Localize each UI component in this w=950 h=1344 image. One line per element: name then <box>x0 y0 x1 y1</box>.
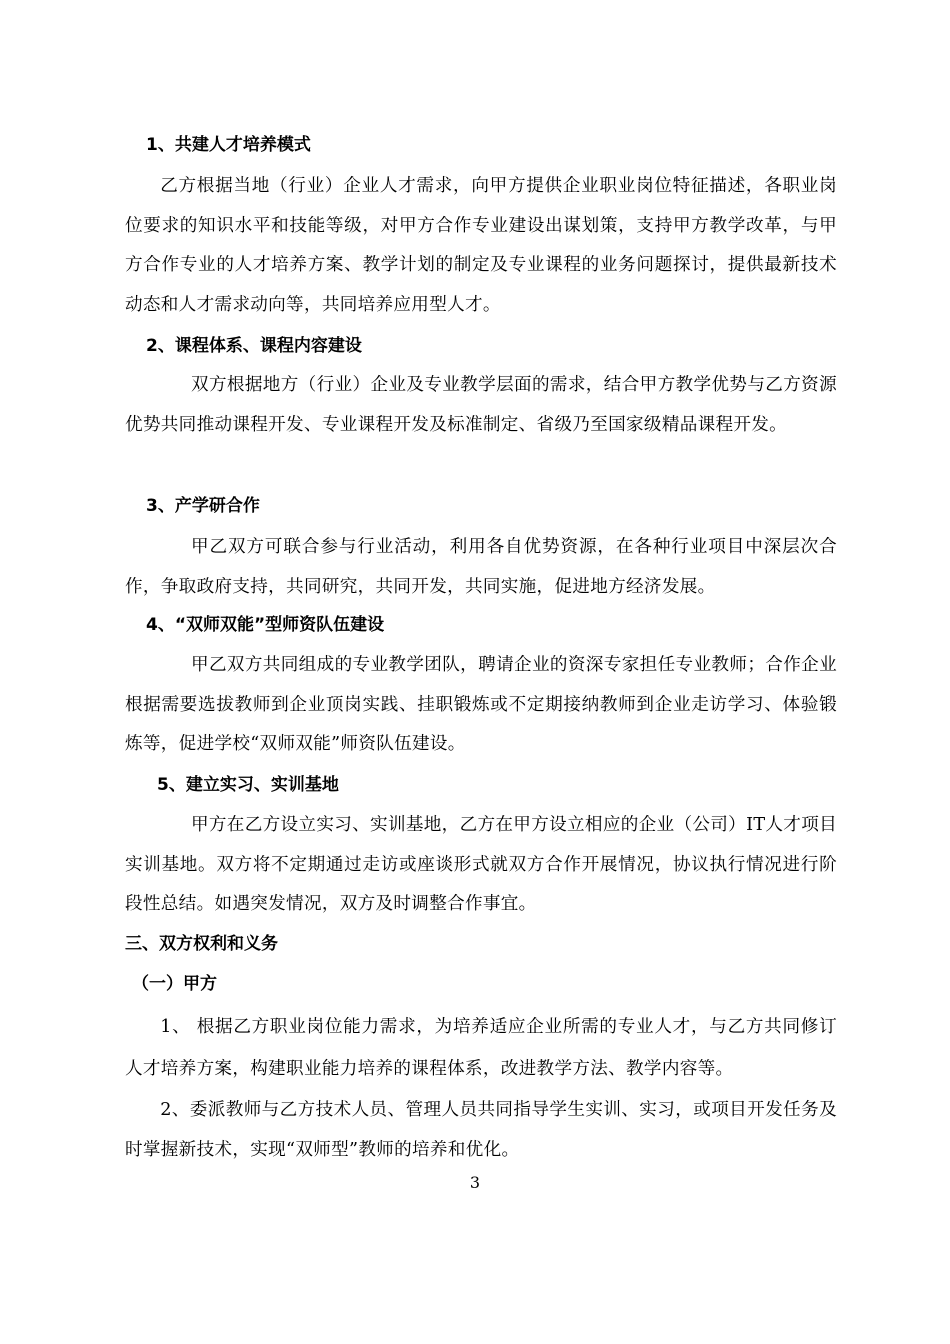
section-body-3: 甲乙双方可联合参与行业活动，利用各自优势资源，在各种行业项目中深层次合作，争取政府支持，共同研究，共同开发，共同实施，促进地方经济发展。 <box>125 537 837 597</box>
section-body-2: 双方根据地方（行业）企业及专业教学层面的需求，结合甲方教学优势与乙方资源优势共同推动课程开发、专业课程开发及标准制定、省级乃至国家级精品课程开发。 <box>125 375 837 435</box>
section-heading-4: 4、“双师双能”型师资队伍建设 <box>146 615 385 635</box>
section-body-5: 甲方在乙方设立实习、实训基地，乙方在甲方设立相应的企业（公司）IT人才项目实训基地。双方将不定期通过走访或座谈形式就双方合作开展情况，协议执行情况进行阶段性总结。如遇突发情况，双方及时调整合作事宜。 <box>125 815 837 914</box>
chapter-heading: 三、双方权利和义务 <box>125 934 278 954</box>
section-heading-2: 2、课程体系、课程内容建设 <box>146 336 362 356</box>
section-heading-1: 1、共建人才培养模式 <box>146 135 311 155</box>
section-body-4: 甲乙双方共同组成的专业教学团队，聘请企业的资深专家担任专业教师；合作企业根据需要选拔教师到企业顶岗实践、挂职锻炼或不定期接纳教师到企业走访学习、体验锻炼等，促进学校“双师双能”师资队伍建设。 <box>125 655 837 754</box>
section-heading-5: 5、建立实习、实训基地 <box>157 775 339 795</box>
sub-heading: （一）甲方 <box>132 974 217 994</box>
page-number: 3 <box>469 1173 481 1192</box>
section-heading-3: 3、产学研合作 <box>146 496 260 516</box>
section-body-1: 乙方根据当地（行业）企业人才需求，向甲方提供企业职业岗位特征描述，各职业岗位要求的知识水平和技能等级，对甲方合作专业建设出谋划策，支持甲方教学改革，与甲方合作专业的人才培养方案、教学计划的制定及专业课程的业务问题探讨，提供最新技术动态和人才需求动向等，共同培养应用型人才。 <box>125 176 837 315</box>
obligation-item-1: 1、 根据乙方职业岗位能力需求，为培养适应企业所需的专业人才，与乙方共同修订人才培养方案，构建职业能力培养的课程体系，改进教学方法、教学内容等。 <box>125 1017 837 1079</box>
obligation-item-2: 2、委派教师与乙方技术人员、管理人员共同指导学生实训、实习，或项目开发任务及时掌握新技术，实现“双师型”教师的培养和优化。 <box>125 1100 837 1160</box>
